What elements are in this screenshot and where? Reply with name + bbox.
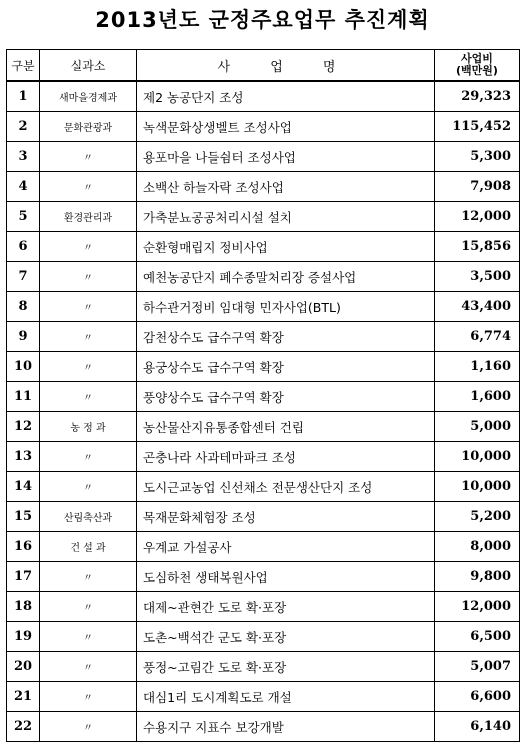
row-number: 14 <box>7 472 40 502</box>
header-cost <box>435 50 520 82</box>
table-row <box>7 472 520 502</box>
row-cost: 12,000 <box>435 592 520 622</box>
row-cost: 5,007 <box>435 652 520 682</box>
table-row <box>7 532 520 562</box>
header-no: 구분 <box>7 50 40 82</box>
row-dept: 환경관리과 <box>40 202 137 232</box>
row-cost: 6,500 <box>435 622 520 652</box>
row-dept: 〃 <box>40 352 137 382</box>
row-cost: 6,140 <box>435 712 520 742</box>
table-row <box>7 172 520 202</box>
row-dept: 〃 <box>40 652 137 682</box>
row-number: 19 <box>7 622 40 652</box>
table-row <box>7 412 520 442</box>
row-dept: 새마을경제과 <box>40 81 137 112</box>
row-dept: 〃 <box>40 172 137 202</box>
header-cost-line2: (백만원) <box>456 64 498 77</box>
row-cost: 5,200 <box>435 502 520 532</box>
row-project-name: 순환형매립지 정비사업 <box>137 232 435 262</box>
row-dept: 〃 <box>40 622 137 652</box>
row-cost: 3,500 <box>435 262 520 292</box>
row-cost: 5,000 <box>435 412 520 442</box>
row-project-name: 도시근교농업 신선채소 전문생산단지 조성 <box>137 472 435 502</box>
row-cost: 12,000 <box>435 202 520 232</box>
table-row <box>7 112 520 142</box>
row-dept: 건 설 과 <box>40 532 137 562</box>
row-dept: 〃 <box>40 442 137 472</box>
table-row <box>7 592 520 622</box>
table-row <box>7 142 520 172</box>
row-dept: 〃 <box>40 712 137 742</box>
row-cost: 6,774 <box>435 322 520 352</box>
row-project-name: 소백산 하늘자락 조성사업 <box>137 172 435 202</box>
row-dept: 〃 <box>40 262 137 292</box>
row-number: 15 <box>7 502 40 532</box>
table-row <box>7 232 520 262</box>
row-project-name: 수용지구 지표수 보강개발 <box>137 712 435 742</box>
row-number: 5 <box>7 202 40 232</box>
project-table <box>6 49 520 742</box>
row-number: 17 <box>7 562 40 592</box>
row-project-name: 목재문화체험장 조성 <box>137 502 435 532</box>
row-number: 12 <box>7 412 40 442</box>
row-number: 4 <box>7 172 40 202</box>
row-cost: 1,600 <box>435 382 520 412</box>
table-row <box>7 562 520 592</box>
row-number: 10 <box>7 352 40 382</box>
row-cost: 6,600 <box>435 682 520 712</box>
row-project-name: 감천상수도 급수구역 확장 <box>137 322 435 352</box>
row-cost: 7,908 <box>435 172 520 202</box>
row-number: 3 <box>7 142 40 172</box>
row-dept: 문화관광과 <box>40 112 137 142</box>
row-cost: 5,300 <box>435 142 520 172</box>
table-row <box>7 202 520 232</box>
row-number: 1 <box>7 81 40 112</box>
row-cost: 9,800 <box>435 562 520 592</box>
row-dept: 〃 <box>40 682 137 712</box>
row-number: 21 <box>7 682 40 712</box>
row-cost: 8,000 <box>435 532 520 562</box>
table-row <box>7 292 520 322</box>
table-row <box>7 682 520 712</box>
row-project-name: 녹색문화상생벨트 조성사업 <box>137 112 435 142</box>
row-number: 11 <box>7 382 40 412</box>
row-number: 16 <box>7 532 40 562</box>
row-dept: 산림축산과 <box>40 502 137 532</box>
table-row <box>7 81 520 112</box>
row-cost: 10,000 <box>435 472 520 502</box>
table-row <box>7 262 520 292</box>
table-row <box>7 382 520 412</box>
row-dept: 〃 <box>40 322 137 352</box>
table-row <box>7 652 520 682</box>
row-project-name: 예천농공단지 폐수종말처리장 증설사업 <box>137 262 435 292</box>
table-header-row <box>7 50 520 82</box>
row-project-name: 풍양상수도 급수구역 확장 <box>137 382 435 412</box>
table-row <box>7 352 520 382</box>
table-row <box>7 322 520 352</box>
row-project-name: 대제~관현간 도로 확·포장 <box>137 592 435 622</box>
row-project-name: 용포마을 나들쉼터 조성사업 <box>137 142 435 172</box>
row-dept: 〃 <box>40 472 137 502</box>
row-dept: 〃 <box>40 142 137 172</box>
row-dept: 〃 <box>40 232 137 262</box>
row-cost: 43,400 <box>435 292 520 322</box>
row-cost: 15,856 <box>435 232 520 262</box>
row-project-name: 하수관거정비 임대형 민자사업(BTL) <box>137 292 435 322</box>
row-project-name: 곤충나라 사과테마파크 조성 <box>137 442 435 472</box>
page-title: 2013년도 군정주요업무 추진계획 <box>95 8 430 32</box>
row-project-name: 우계교 가설공사 <box>137 532 435 562</box>
row-number: 6 <box>7 232 40 262</box>
row-number: 22 <box>7 712 40 742</box>
row-dept: 〃 <box>40 382 137 412</box>
header-cost-line1: 사업비 <box>461 52 493 65</box>
row-number: 13 <box>7 442 40 472</box>
row-dept: 〃 <box>40 562 137 592</box>
table-row <box>7 502 520 532</box>
row-cost: 115,452 <box>435 112 520 142</box>
row-number: 9 <box>7 322 40 352</box>
row-project-name: 도촌~백석간 군도 확·포장 <box>137 622 435 652</box>
row-project-name: 농산물산지유통종합센터 건립 <box>137 412 435 442</box>
table-row <box>7 442 520 472</box>
row-project-name: 풍정~고림간 도로 확·포장 <box>137 652 435 682</box>
row-number: 20 <box>7 652 40 682</box>
row-number: 8 <box>7 292 40 322</box>
table-row <box>7 622 520 652</box>
row-number: 7 <box>7 262 40 292</box>
row-dept: 농 정 과 <box>40 412 137 442</box>
row-cost: 1,160 <box>435 352 520 382</box>
header-name: 사 업 명 <box>137 50 435 82</box>
header-dept: 실과소 <box>40 50 137 82</box>
row-dept: 〃 <box>40 292 137 322</box>
row-dept: 〃 <box>40 592 137 622</box>
row-project-name: 제2 농공단지 조성 <box>137 81 435 112</box>
row-project-name: 대심1리 도시계획도로 개설 <box>137 682 435 712</box>
row-project-name: 가축분뇨공공처리시설 설치 <box>137 202 435 232</box>
row-cost: 29,323 <box>435 81 520 112</box>
row-number: 18 <box>7 592 40 622</box>
row-cost: 10,000 <box>435 442 520 472</box>
table-row <box>7 712 520 742</box>
row-project-name: 용궁상수도 급수구역 확장 <box>137 352 435 382</box>
row-number: 2 <box>7 112 40 142</box>
row-project-name: 도심하천 생태복원사업 <box>137 562 435 592</box>
